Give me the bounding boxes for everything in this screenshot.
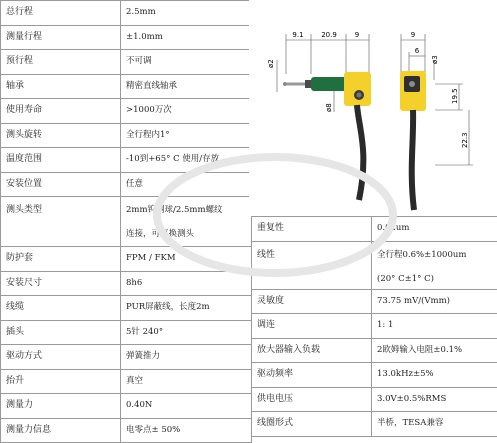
spec-label: 抬升 [1,369,121,394]
spec-label: 放大器输入负载 [252,338,372,363]
spec-value [121,345,252,370]
spec-label: 预行程 [1,50,121,75]
spec-value-text: 2欧姆输入电阻±0.1% [377,345,462,355]
spec-value-text: 半桥，TESA兼容 [377,418,443,428]
spec-value-text: 不可调 [126,56,152,66]
spec-value-text: PUR屏蔽线，长度2m [126,302,210,312]
right-spec-row [252,412,497,437]
protection-sleeve [311,77,347,91]
spec-value-text: 全行程0.6%±1000um [377,250,466,260]
spec-value [121,50,252,75]
spec-label: 测量力信息 [1,418,121,443]
spec-value [372,412,497,437]
spec-label: 总行程 [1,1,121,26]
right-spec-row [252,289,497,314]
spec-value-text: 真空 [126,376,143,386]
dim-top-3: 9 [355,31,359,39]
left-spec-row [1,369,252,394]
spec-value [121,172,252,197]
cable-right [412,110,414,210]
left-spec-row [1,271,252,296]
spec-value-text: 精密直线轴承 [126,81,177,91]
spec-value [121,1,252,26]
spec-value-text-2: 连接，可更换测头 [126,229,246,240]
left-spec-row [1,296,252,321]
dim-right-1: 19.5 [451,88,459,104]
spec-value-text: 任意 [126,179,143,189]
spec-value [121,25,252,50]
left-spec-row [1,50,252,75]
spec-value [372,314,497,339]
spec-value-text: 13.0kHz±5% [377,369,434,379]
spec-label: 测量行程 [1,25,121,50]
left-spec-row [1,74,252,99]
spec-value-text: FPM / FKM [126,253,176,263]
right-spec-table [251,216,497,437]
spec-value [121,271,252,296]
body-front-probe [409,81,415,87]
spec-value [372,363,497,388]
left-spec-row [1,123,252,148]
spec-value [372,387,497,412]
spec-value-text: -10到+65° C 使用/存放 [126,154,219,164]
drawing-background [249,0,497,216]
spec-label: 安装位置 [1,172,121,197]
dim-dia-3: ø3 [431,55,439,64]
body-screw-center [357,93,362,98]
spec-value-text: 2.5mm [126,7,156,17]
spec-label: 插头 [1,320,121,345]
spec-value [121,369,252,394]
probe-collar [305,80,311,88]
spec-label: 线缆 [1,296,121,321]
spec-value [121,320,252,345]
spec-label: 轴承 [1,74,121,99]
spec-value [121,247,252,272]
spec-value-text: ±1.0mm [126,32,163,42]
dim-top-4: 9 [411,31,415,39]
left-spec-row [1,345,252,370]
spec-label: 防护套 [1,247,121,272]
spec-label: 驱动频率 [252,363,372,388]
spec-value [121,418,252,443]
right-spec-row [252,338,497,363]
spec-value-text-2: (20° C±1° C) [377,274,492,285]
spec-label: 使用寿命 [1,99,121,124]
spec-value-text: >1000万次 [126,105,172,115]
dim-top-2: 20.9 [321,31,337,39]
spec-value-text: 5针 240° [126,327,163,337]
spec-value-text: 73.75 mV/(Vmm) [377,296,450,306]
spec-value-text: 1: 1 [377,320,393,330]
spec-value-text: 0.40N [126,400,152,410]
right-spec-row [252,217,497,242]
spec-value-text: 电零点± 50% [126,425,180,435]
probe-tip-ball [283,82,287,86]
spec-label: 调连 [252,314,372,339]
spec-value-text: 8h6 [126,278,142,288]
left-spec-row [1,99,252,124]
spec-value [121,296,252,321]
right-spec-row [252,387,497,412]
spec-value [121,394,252,419]
left-spec-row [1,148,252,173]
spec-value-text: 3.0V±0.5%RMS [377,394,446,404]
spec-value [372,338,497,363]
spec-label: 供电电压 [252,387,372,412]
dim-dia-2: ø2 [267,59,275,68]
spec-label: 重复性 [252,217,372,242]
spec-value [121,99,252,124]
spec-label: 测量力 [1,394,121,419]
dim-right-2: 22.3 [461,132,469,148]
spec-value [372,289,497,314]
spec-label: 驱动方式 [1,345,121,370]
spec-label: 温度范围 [1,148,121,173]
spec-label: 安装尺寸 [1,271,121,296]
right-spec-row [252,241,497,289]
spec-value [372,241,497,289]
left-spec-row [1,320,252,345]
dim-top-1: 9.1 [292,31,303,39]
right-spec-row [252,363,497,388]
spec-value-text: 弹簧推力 [126,351,160,361]
left-spec-row [1,172,252,197]
spec-value [121,123,252,148]
spec-value-text: 2mm钨钢球/2.5mm螺纹 [126,205,223,215]
spec-label: 线性 [252,241,372,289]
left-spec-row [1,1,252,26]
left-spec-row [1,418,252,443]
spec-value [121,74,252,99]
spec-label: 测头类型 [1,197,121,247]
dim-dia-8: ø8 [325,103,333,112]
left-spec-row [1,247,252,272]
spec-value [121,197,252,247]
left-spec-row [1,25,252,50]
spec-value [121,148,252,173]
spec-label: 线圈形式 [252,412,372,437]
spec-label: 测头旋转 [1,123,121,148]
probe-shaft [287,83,307,86]
probe-body-side [344,72,371,106]
spec-label: 灵敏度 [252,289,372,314]
right-spec-row [252,314,497,339]
spec-value [372,217,497,242]
dim-top-5: 6 [415,47,420,55]
probe-dimension-drawing [249,0,497,216]
spec-value-text: 全行程内1° [126,130,170,140]
left-spec-row [1,394,252,419]
left-spec-row [1,197,252,247]
spec-value-text: 0.02um [377,223,409,233]
